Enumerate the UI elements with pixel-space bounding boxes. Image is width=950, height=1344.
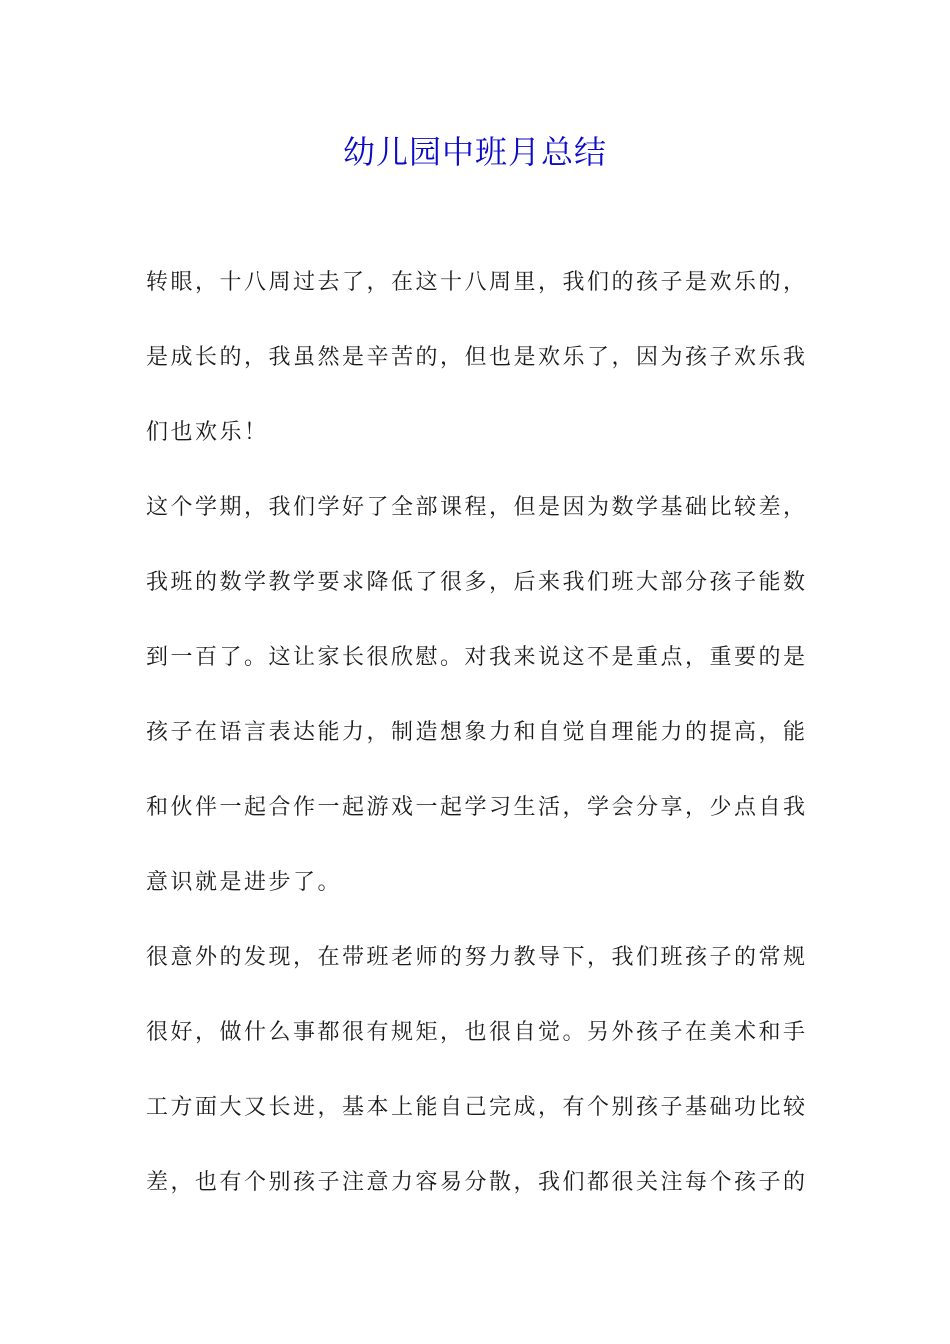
paragraph-line: 们也欢乐！	[146, 420, 269, 445]
paragraph-line: 转眼，十八周过去了，在这十八周里，我们的孩子是欢乐的，	[146, 270, 808, 295]
document-title: 幼儿园中班月总结	[342, 133, 607, 171]
paragraph-line: 是成长的，我虽然是辛苦的，但也是欢乐了，因为孩子欢乐我	[146, 345, 808, 370]
paragraph-line: 这个学期，我们学好了全部课程，但是因为数学基础比较差，	[146, 495, 808, 520]
paragraph-line: 差，也有个别孩子注意力容易分散，我们都很关注每个孩子的	[146, 1170, 808, 1195]
paragraph-line: 和伙伴一起合作一起游戏一起学习生活，学会分享，少点自我	[146, 795, 808, 820]
paragraph-line: 我班的数学教学要求降低了很多，后来我们班大部分孩子能数	[146, 570, 808, 595]
paragraph-line: 意识就是进步了。	[146, 870, 343, 895]
paragraph-line: 到一百了。这让家长很欣慰。对我来说这不是重点，重要的是	[146, 645, 808, 670]
paragraph-line: 工方面大又长进，基本上能自己完成，有个别孩子基础功比较	[146, 1095, 808, 1120]
paragraph-line: 孩子在语言表达能力，制造想象力和自觉自理能力的提高，能	[146, 720, 808, 745]
paragraph-line: 很好，做什么事都很有规矩，也很自觉。另外孩子在美术和手	[146, 1020, 808, 1045]
paragraph-line: 很意外的发现，在带班老师的努力教导下，我们班孩子的常规	[146, 945, 808, 970]
